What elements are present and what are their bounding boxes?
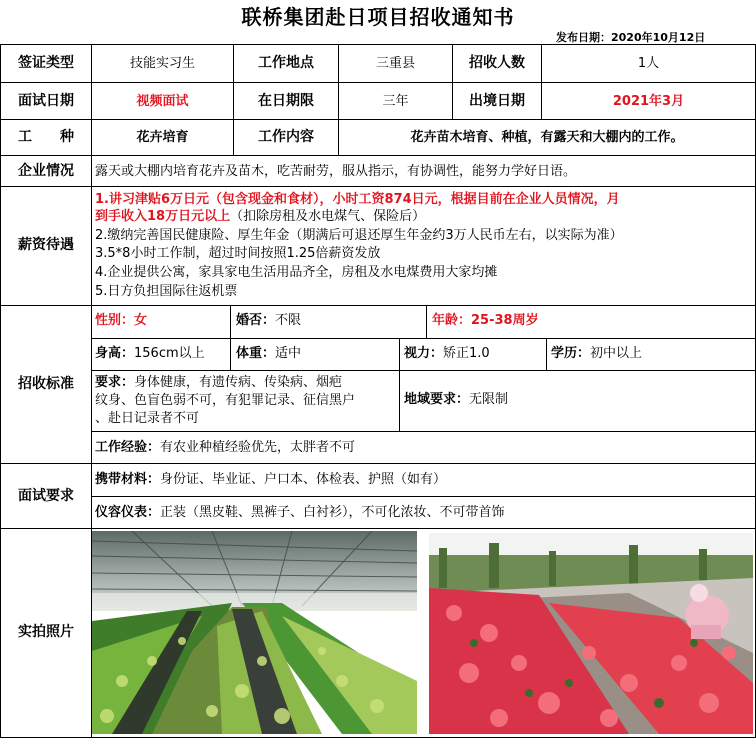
weight-requirement bbox=[236, 347, 301, 360]
salary-label: 薪资待遇 bbox=[18, 237, 74, 253]
height-value: 156cm以上 bbox=[134, 346, 205, 361]
weight-label: 体重： bbox=[236, 346, 276, 361]
visa-type-value: 技能实习生 bbox=[129, 56, 195, 71]
marital-label: 婚否： bbox=[236, 313, 276, 328]
height-label: 身高： bbox=[95, 346, 135, 361]
salary-line-6: 5.日方负担国际往返机票 bbox=[95, 284, 238, 299]
education-value: 初中以上 bbox=[590, 346, 643, 361]
materials-value: 身份证、毕业证、户口本、体检表、护照（如有） bbox=[160, 472, 447, 487]
company-label: 企业情况 bbox=[18, 163, 74, 179]
grid-line bbox=[0, 119, 756, 120]
departure-date-label: 出境日期 bbox=[469, 93, 525, 109]
recruit-count-label: 招收人数 bbox=[469, 55, 525, 71]
publish-date: 发布日期：2020年10月12日 bbox=[556, 31, 706, 44]
region-label: 地域要求： bbox=[404, 392, 470, 407]
materials-label: 携带材料： bbox=[95, 472, 161, 487]
grid-line bbox=[0, 186, 756, 187]
term-value: 三年 bbox=[382, 94, 409, 109]
greenhouse-photo bbox=[92, 531, 417, 734]
recruit-standard-label: 招收标准 bbox=[18, 376, 74, 392]
region-requirement bbox=[404, 393, 508, 406]
vision-requirement bbox=[404, 347, 490, 360]
health-requirement-text: 身体健康，有遗传病、传染病、烟疤 bbox=[134, 375, 343, 390]
education-label: 学历： bbox=[551, 346, 591, 361]
age-requirement: 年龄：25-38周岁 bbox=[432, 313, 539, 328]
grid-line bbox=[426, 305, 427, 339]
photos-label: 实拍照片 bbox=[18, 624, 74, 640]
visa-type-label: 签证类型 bbox=[18, 55, 74, 71]
grid-line bbox=[399, 338, 400, 431]
experience-requirement bbox=[95, 441, 355, 454]
term-label: 在日期限 bbox=[258, 93, 314, 109]
grid-line bbox=[0, 528, 756, 529]
vision-label: 视力： bbox=[404, 346, 444, 361]
interview-date-value: 视频面试 bbox=[136, 94, 189, 109]
grid-line bbox=[0, 737, 756, 738]
work-content-label: 工作内容 bbox=[258, 129, 314, 145]
grid-line bbox=[91, 370, 756, 371]
grid-line bbox=[91, 431, 756, 432]
health-requirement-label: 要求： bbox=[95, 375, 135, 390]
salary-line-1: 1.讲习津贴6万日元（包含现金和食材），小时工资874日元，根据目前在企业人员情况，月 bbox=[95, 192, 620, 207]
dress-label: 仪容仪表： bbox=[95, 505, 161, 520]
recruit-count-value: 1人 bbox=[637, 56, 660, 71]
salary-line-4: 3.5*8小时工作制，超过时间按照1.25倍薪资发放 bbox=[95, 246, 381, 261]
job-type-label: 工 种 bbox=[18, 129, 74, 145]
marital-value: 不限 bbox=[275, 313, 302, 328]
health-requirement-line-1 bbox=[95, 376, 342, 389]
region-value: 无限制 bbox=[469, 392, 509, 407]
job-type-value: 花卉培育 bbox=[136, 130, 189, 145]
grid-line bbox=[91, 338, 756, 339]
experience-value: 有农业种植经验优先，太胖者不可 bbox=[160, 440, 356, 455]
grid-line bbox=[91, 496, 756, 497]
weight-value: 适中 bbox=[275, 346, 302, 361]
vision-value: 矫正1.0 bbox=[443, 346, 490, 361]
flower-field-photo bbox=[429, 533, 753, 734]
grid-line bbox=[0, 82, 756, 83]
work-location-label: 工作地点 bbox=[258, 55, 314, 71]
interview-date-label: 面试日期 bbox=[18, 93, 74, 109]
health-requirement-line-3: 、赴日记录者不可 bbox=[95, 411, 200, 426]
work-content-value: 花卉苗木培育、种植，有露天和大棚内的工作。 bbox=[410, 130, 684, 145]
height-requirement bbox=[95, 347, 205, 360]
grid-line bbox=[0, 155, 756, 156]
flower-field-photo-image bbox=[429, 533, 753, 734]
materials-requirement bbox=[95, 473, 446, 486]
salary-line-3: 2.缴纳完善国民健康险、厚生年金（期满后可退还厚生年金约3万人民币左右，以实际为准） bbox=[95, 228, 623, 243]
salary-net-income: 到手收入18万日元以上 bbox=[95, 209, 231, 224]
salary-deduction-note: （扣除房租及水电煤气、保险后） bbox=[230, 209, 426, 224]
departure-date-value: 2021年3月 bbox=[612, 94, 685, 109]
grid-line bbox=[230, 305, 231, 371]
health-requirement-line-2: 纹身、色盲色弱不可，有犯罪记录、征信黑户 bbox=[95, 393, 356, 408]
interview-requirement-label: 面试要求 bbox=[18, 488, 74, 504]
grid-line bbox=[546, 338, 547, 371]
grid-line bbox=[0, 305, 756, 306]
dress-value: 正装（黑皮鞋、黑裤子、白衬衫），不可化浓妆、不可带首饰 bbox=[160, 505, 505, 520]
salary-line-2 bbox=[95, 210, 425, 223]
grid-line bbox=[0, 463, 756, 464]
education-requirement bbox=[551, 347, 642, 360]
dress-requirement bbox=[95, 506, 505, 519]
work-location-value: 三重县 bbox=[375, 56, 415, 71]
gender-requirement: 性别：女 bbox=[95, 313, 148, 328]
page-title: 联桥集团赴日项目招收通知书 bbox=[241, 5, 515, 29]
company-description: 露天或大棚内培育花卉及苗木，吃苦耐劳，服从指示，有协调性，能努力学好日语。 bbox=[95, 164, 577, 179]
experience-label: 工作经验： bbox=[95, 440, 161, 455]
grid-line bbox=[0, 44, 756, 45]
salary-line-5: 4.企业提供公寓，家具家电生活用品齐全，房租及水电煤费用大家均摊 bbox=[95, 265, 498, 280]
greenhouse-photo-image bbox=[92, 531, 417, 734]
marital-requirement bbox=[236, 314, 301, 327]
